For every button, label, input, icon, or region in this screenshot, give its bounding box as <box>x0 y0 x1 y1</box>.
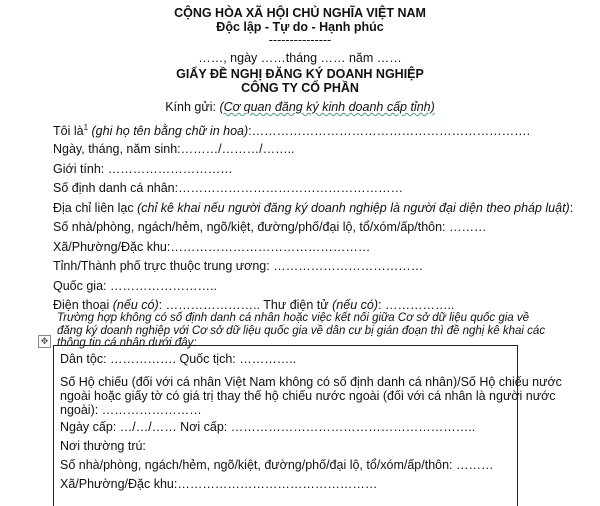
addressee <box>0 100 600 114</box>
contact-label: Địa chỉ liên lạc <box>53 201 138 215</box>
phone-dots: : ………………….. <box>158 298 261 312</box>
passport-line-1: Số Hộ chiếu (đối với cá nhân Việt Nam không có số định danh cá nhân)/Số Hộ chiếu nước <box>60 375 562 389</box>
id-number-field[interactable]: Số định danh cá nhân:……………………………………………… <box>53 181 404 195</box>
name-dots: :…………………………………………………………. <box>248 124 531 139</box>
residence-street[interactable]: Số nhà/phòng, ngách/hẻm, ngõ/kiệt, đường/phố/đại lộ, tổ/xóm/ấp/thôn: ……… <box>60 458 494 472</box>
name-label: Tôi là <box>53 124 84 139</box>
phone-hint: (nếu có) <box>112 298 159 312</box>
contact-address-field <box>53 201 573 216</box>
ethnicity-nationality[interactable]: Dân tộc: ……………. Quốc tịch: ………….. <box>60 352 297 366</box>
residence-label: Nơi thường trú: <box>60 439 146 453</box>
email-dots: : …………….. <box>378 298 455 312</box>
footnote-marker: 1 <box>83 123 89 132</box>
divider: --------------- <box>268 33 332 47</box>
street-field[interactable]: Số nhà/phòng, ngách/hẻm, ngõ/kiệt, đường/phố/đại lộ, tổ/xóm/ấp/thôn: ……… <box>53 220 487 234</box>
date-line: ……, ngày ……tháng …… năm …… <box>198 51 402 65</box>
personal-info-note: Trường hợp không có số định danh cá nhân hoặc việc kết nối giữa Cơ sở dữ liệu quốc gia về đăng ký doanh nghiệp với Cơ sở dữ liệu quốc gia về dân cư bị gián đoạn thì đề nghị kê khai các thông tin cá nhân dưới đây: <box>57 312 546 350</box>
contact-tail: : <box>569 201 574 215</box>
province-field[interactable]: Tỉnh/Thành phố trực thuộc trung ương: ……………………………… <box>53 259 424 273</box>
residence-ward[interactable]: Xã/Phường/Đặc khu:………………………………………… <box>60 477 378 491</box>
form-title: GIẤY ĐỀ NGHỊ ĐĂNG KÝ DOANH NGHIỆP <box>176 67 424 81</box>
phone-label: Điện thoại <box>53 298 113 312</box>
ward-field[interactable]: Xã/Phường/Đặc khu:………………………………………… <box>53 240 371 254</box>
addressee-label: Kính gửi: <box>165 100 220 114</box>
name-field[interactable] <box>53 120 530 139</box>
dob-field[interactable]: Ngày, tháng, năm sinh:………/………/…….. <box>53 142 295 156</box>
contact-hint: (chỉ kê khai nếu người đăng ký doanh nghiệp là người đại diện theo pháp luật) <box>137 201 570 215</box>
name-hint: (ghi họ tên bằng chữ in hoa) <box>88 124 249 139</box>
email-label: Thư điện tử <box>260 298 333 312</box>
issue-date-place[interactable]: Ngày cấp: …/…/…… Nơi cấp: ………………………………………………….. <box>60 420 476 434</box>
passport-line-3[interactable]: ngoài): …………………… <box>60 403 202 417</box>
move-handle-icon[interactable]: ✥ <box>38 335 51 348</box>
addressee-value: (Cơ quan đăng ký kinh doanh cấp tỉnh) <box>219 100 435 114</box>
phone-email-field[interactable] <box>53 298 454 313</box>
form-subtitle: CÔNG TY CỔ PHẦN <box>241 81 359 95</box>
email-hint: (nếu có) <box>332 298 378 312</box>
motto: Độc lập - Tự do - Hạnh phúc <box>216 20 384 34</box>
gender-field[interactable]: Giới tính: ………………………… <box>53 162 233 176</box>
country-header: CỘNG HÒA XÃ HỘI CHỦ NGHĨA VIỆT NAM <box>174 6 426 20</box>
passport-line-2: ngoài hoặc giấy tờ có giá trị thay thế hộ chiếu nước ngoài (đối với cá nhân là người nước <box>60 389 556 403</box>
country-field[interactable]: Quốc gia: …………………….. <box>53 279 217 293</box>
